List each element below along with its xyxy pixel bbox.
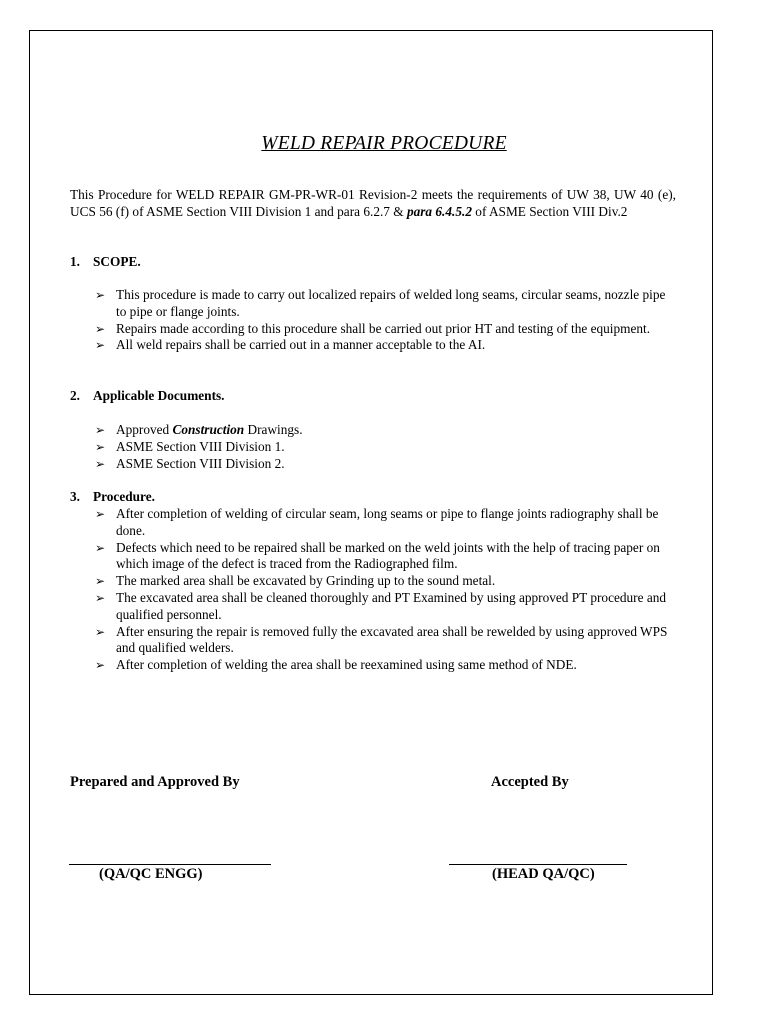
section-heading-procedure [70,489,155,505]
procedure-list [95,506,675,674]
list-item: ➢ The excavated area shall be cleaned thoroughly and PT Examined by using approved PT procedure and qualified personnel. [95,589,667,622]
arrow-bullet-icon: ➢ [95,456,106,471]
arrow-bullet-icon: ➢ [95,574,106,589]
arrow-bullet-icon: ➢ [95,590,106,605]
arrow-bullet-icon: ➢ [95,338,106,353]
list-item: ➢ The marked area shall be excavated by Grinding up to the sound metal. [95,573,496,589]
signature-line-right [449,864,627,865]
section-heading-scope [70,254,141,270]
section-number: 3. [70,489,80,504]
section-title: SCOPE. [93,254,141,269]
list-item: ➢ ASME Section VIII Division 1. [95,438,285,454]
list-item: ➢ This procedure is made to carry out localized repairs of welded long seams, circular seams, nozzle pipe to pipe or flange joints. [95,287,666,319]
intro-emphasis: para 6.4.5.2 [406,204,472,219]
prepared-approved-label: Prepared and Approved By [70,774,240,790]
section-number: 1. [70,254,80,269]
arrow-bullet-icon: ➢ [95,439,106,454]
arrow-bullet-icon: ➢ [95,658,106,673]
intro-paragraph [70,186,676,220]
arrow-bullet-icon: ➢ [95,321,106,336]
list-item: ➢ After completion of welding the area shall be reexamined using same method of NDE. [95,657,577,673]
list-item: ➢ Repairs made according to this procedure shall be carried out prior HT and testing of the equipment. [95,320,651,336]
list-item: ➢ ASME Section VIII Division 2. [95,455,285,471]
section-heading-applicable-documents [70,388,225,404]
list-item: ➢ After ensuring the repair is removed fully the excavated area shall be rewelded by using approved WPS and qualified welders. [95,623,668,656]
section-number: 2. [70,388,80,403]
documents-list [95,422,675,472]
arrow-bullet-icon: ➢ [95,423,106,437]
section-title: Applicable Documents. [93,388,225,403]
document-title: WELD REPAIR PROCEDURE [261,133,507,154]
qa-qc-engg-role: (QA/QC ENGG) [99,866,203,882]
list-item: ➢ All weld repairs shall be carried out in a manner acceptable to the AI. [95,337,486,353]
arrow-bullet-icon: ➢ [95,540,106,555]
head-qa-qc-role: (HEAD QA/QC) [492,866,595,882]
list-item: ➢ Defects which need to be repaired shall be marked on the weld joints with the help of tracing paper on which image of the defect is traced from the Radiographed film. [95,539,660,572]
arrow-bullet-icon: ➢ [95,507,106,521]
intro-text-before: This Procedure for WELD REPAIR GM-PR-WR-01 Revision-2 meets the requirements of UW 38, UW 40 (e), UCS 56 (f) of ASME Section VIII Division 1 and para 6.2.7 & [70,187,676,219]
intro-text-after: of ASME Section VIII Div.2 [471,204,628,219]
list-item: ➢ After completion of welding of circular seam, long seams or pipe to flange joints radiography shall be done. [95,506,659,538]
section-title: Procedure. [93,489,155,504]
accepted-by-label: Accepted By [491,774,569,790]
arrow-bullet-icon: ➢ [95,624,106,639]
signature-line-left [69,864,271,865]
arrow-bullet-icon: ➢ [95,288,106,302]
list-item: ➢ Approved Construction Drawings. [95,422,303,437]
scope-list [95,287,675,354]
